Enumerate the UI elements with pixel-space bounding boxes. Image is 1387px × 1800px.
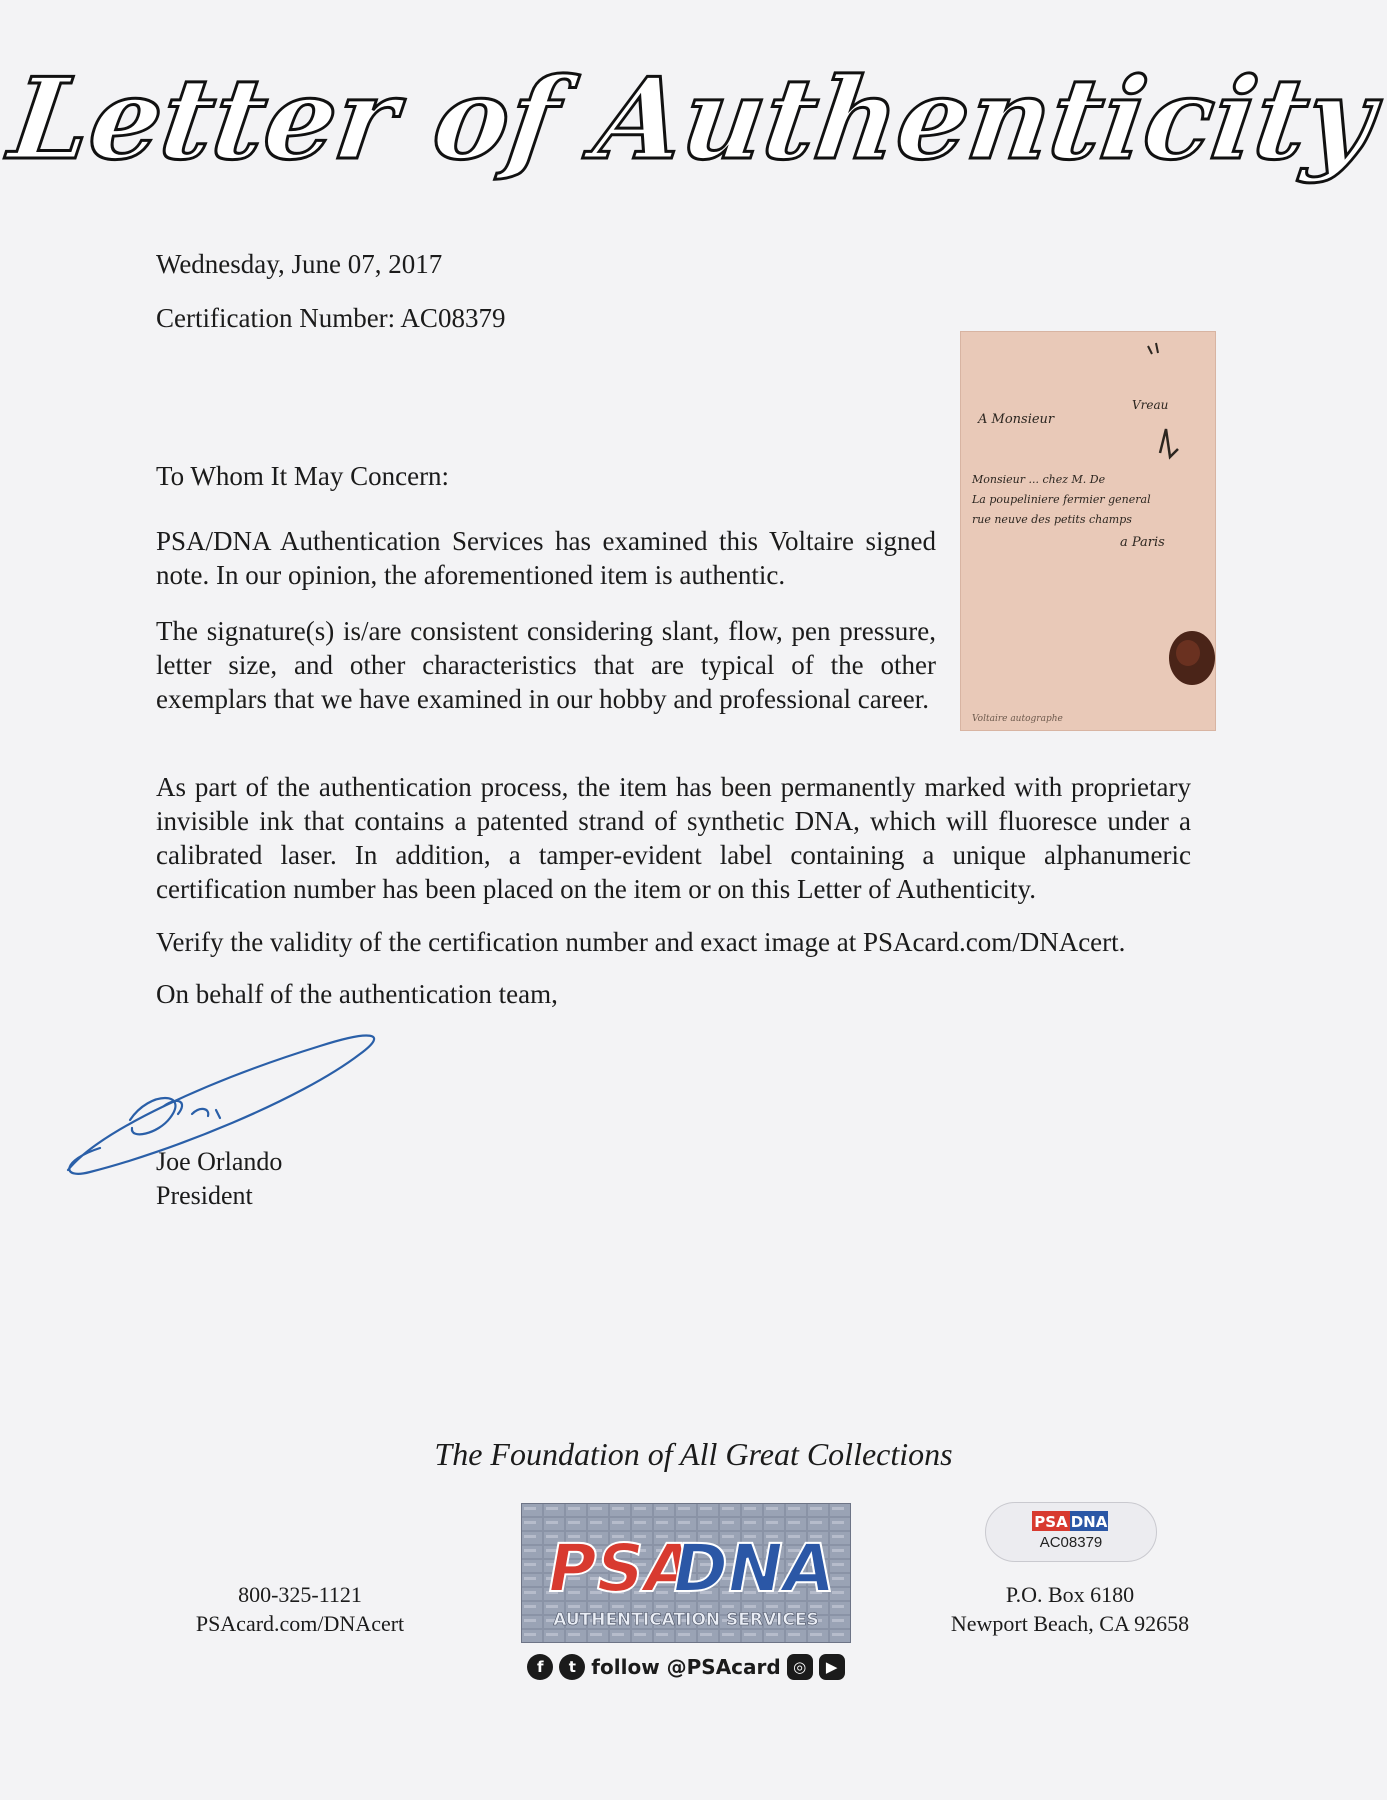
instagram-icon[interactable]: ◎ <box>787 1654 813 1680</box>
salutation: To Whom It May Concern: <box>156 461 450 491</box>
contact-right <box>920 1580 1220 1638</box>
item-line-3: Monsieur ... chez M. De <box>972 473 1106 486</box>
follow-text[interactable]: follow @PSAcard <box>591 1655 781 1679</box>
certification-sticker <box>985 1502 1157 1562</box>
social-follow-row <box>520 1650 852 1684</box>
signer-title: President <box>156 1181 253 1210</box>
letter-title <box>0 30 1387 200</box>
website-link[interactable]: PSAcard.com/DNAcert <box>195 1611 405 1636</box>
item-photo <box>960 331 1216 731</box>
po-box: P.O. Box 6180 <box>1005 1582 1135 1607</box>
psa-dna-logo <box>521 1503 851 1643</box>
certification-number: Certification Number: AC08379 <box>156 303 506 333</box>
phone-number: 800-325-1121 <box>238 1582 362 1607</box>
verify-line: Verify the validity of the certification number and exact image at PSAcard.com/DNAcert. <box>156 927 1126 957</box>
sticker-number: AC08379 <box>1039 1534 1103 1551</box>
logo-psa-text: PSA <box>541 1529 702 1607</box>
twitter-icon[interactable]: t <box>559 1654 585 1680</box>
item-line-5: rue neuve des petits champs <box>972 513 1132 526</box>
paragraph-opinion: PSA/DNA Authentication Services has examined this Voltaire signed note. In our opinion, the aforementioned item is authentic. <box>156 526 936 590</box>
contact-left <box>150 1580 450 1638</box>
sticker-dna-text: DNA <box>1070 1513 1108 1531</box>
facebook-icon[interactable]: f <box>527 1654 553 1680</box>
signer-name: Joe Orlando <box>156 1147 283 1176</box>
item-line-1: A Monsieur <box>978 412 1055 427</box>
city-line: Newport Beach, CA 92658 <box>950 1611 1190 1636</box>
youtube-icon[interactable]: ▶ <box>819 1654 845 1680</box>
sticker-logo <box>1012 1511 1130 1531</box>
item-margin-note: Voltaire autographe <box>972 714 1063 724</box>
closing-line: On behalf of the authentication team, <box>156 979 558 1009</box>
item-line-2: Vreau <box>1132 398 1169 412</box>
paragraph-process: As part of the authentication process, the item has been permanently marked with proprietary invisible ink that contains a patented strand of synthetic DNA, which will fluoresce under a calibrated laser. In addition, a tamper-evident label containing a unique alphanumeric certification number has been placed on the item or on this Letter of Authenticity. <box>156 772 1191 904</box>
sticker-psa-text: PSA <box>1034 1513 1068 1531</box>
logo-subtitle: AUTHENTICATION SERVICES <box>553 1610 819 1630</box>
paragraph-signature-analysis: The signature(s) is/are consistent considering slant, flow, pen pressure, letter size, and other characteristics that are typical of the other exemplars that we have examined in our hobby and professional career. <box>156 616 936 714</box>
item-line-4: La poupeliniere fermier general <box>972 493 1151 506</box>
title-text: Letter of Authenticity <box>2 52 1383 185</box>
footer-tagline: The Foundation of All Great Collections <box>434 1436 953 1472</box>
item-line-6: a Paris <box>1120 535 1165 550</box>
letter-date: Wednesday, June 07, 2017 <box>156 249 443 279</box>
logo-dna-text: DNA <box>666 1529 841 1607</box>
